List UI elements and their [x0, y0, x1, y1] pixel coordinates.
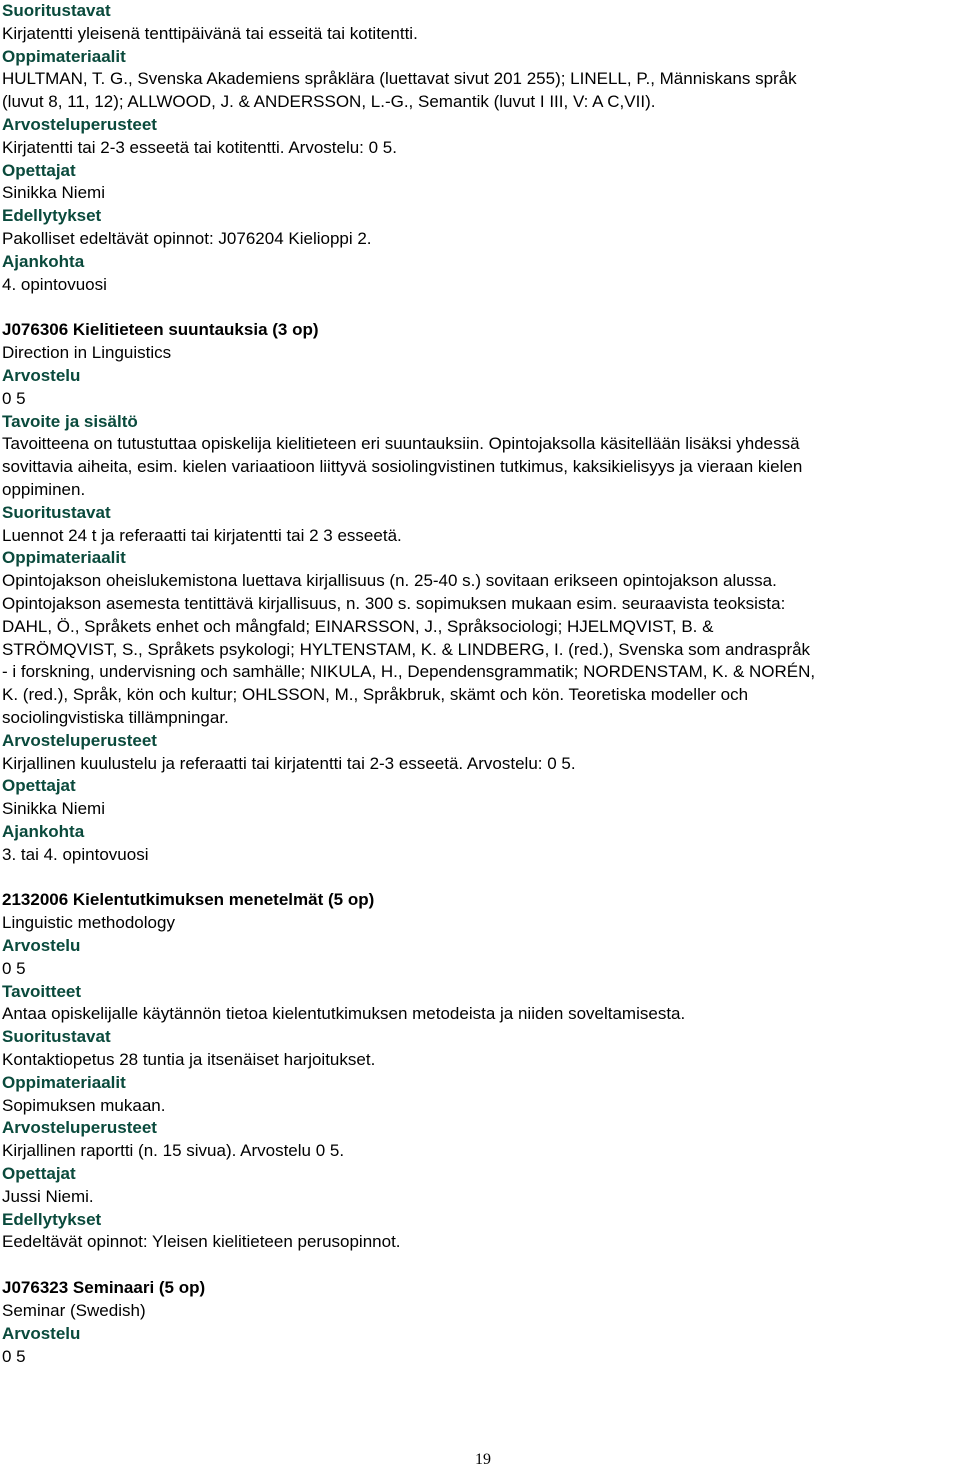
text-oppimateriaalit-line: sociolingvistiska tillämpningar. [2, 707, 229, 727]
page-number: 19 [475, 1451, 491, 1468]
text-arvosteluperusteet: Kirjallinen kuulustelu ja referaatti tai kirjatentti tai 2-3 esseetä. Arvostelu: 0 5. [2, 753, 576, 773]
heading-arvostelu: Arvostelu [2, 1323, 81, 1343]
heading-arvosteluperusteet: Arvosteluperusteet [2, 1118, 157, 1138]
text-opettajat: Sinikka Niemi [2, 183, 105, 203]
heading-suoritustavat: Suoritustavat [2, 1, 111, 20]
text-oppimateriaalit-line: Opintojakson oheislukemistona luettava kirjallisuus (n. 25-40 s.) sovitaan erikseen opintojakson alussa. [2, 571, 777, 591]
text-tavoitteet: Antaa opiskelijalle käytännön tietoa kielentutkimuksen metodeista ja niiden soveltamisesta. [2, 1004, 686, 1024]
text-opettajat: Jussi Niemi. [2, 1186, 94, 1206]
text-suoritustavat: Kirjatentti yleisenä tenttipäivänä tai esseitä tai kotitentti. [2, 23, 418, 43]
text-oppimateriaalit-line: (luvut 8, 11, 12); ALLWOOD, J. & ANDERSSON, L.-G., Semantik (luvut I III, V: A C,VII). [2, 92, 656, 112]
heading-tavoite-ja-sisalto: Tavoite ja sisältö [2, 411, 138, 431]
text-opettajat: Sinikka Niemi [2, 799, 105, 819]
text-suoritustavat: Kontaktiopetus 28 tuntia ja itsenäiset harjoitukset. [2, 1050, 376, 1070]
text-arvostelu: 0 5 [2, 958, 26, 978]
heading-edellytykset: Edellytykset [2, 206, 102, 226]
heading-arvostelu: Arvostelu [2, 365, 81, 385]
course-title: J076306 Kielitieteen suuntauksia (3 op) [2, 320, 319, 340]
text-ajankohta: 4. opintovuosi [2, 274, 107, 294]
text-tavoite-line: oppiminen. [2, 479, 86, 499]
course-title: 2132006 Kielentutkimuksen menetelmät (5 op) [2, 890, 375, 910]
text-arvostelu: 0 5 [2, 388, 26, 408]
document-body [2, 0, 956, 1368]
course-title: J076323 Seminaari (5 op) [2, 1278, 206, 1298]
text-edellytykset: Pakolliset edeltävät opinnot: J076204 Kielioppi 2. [2, 228, 372, 248]
heading-suoritustavat: Suoritustavat [2, 502, 111, 522]
text-arvostelu: 0 5 [2, 1346, 26, 1366]
text-tavoite-line: Tavoitteena on tutustuttaa opiskelija kielitieteen eri suuntauksiin. Opintojaksolla käsitellään lisäksi yhdessä [2, 434, 800, 454]
course-subtitle: Linguistic methodology [2, 913, 175, 933]
heading-arvosteluperusteet: Arvosteluperusteet [2, 114, 157, 134]
heading-opettajat: Opettajat [2, 776, 76, 796]
text-oppimateriaalit-line: Opintojakson asemesta tentittävä kirjallisuus, n. 300 s. sopimuksen mukaan esim. seuraavista teoksista: [2, 593, 786, 613]
heading-tavoitteet: Tavoitteet [2, 981, 82, 1001]
text-oppimateriaalit-line: HULTMAN, T. G., Svenska Akademiens språklära (luettavat sivut 201 255); LINELL, P., Människans språk [2, 69, 797, 89]
text-oppimateriaalit-line: STRÖMQVIST, S., Språkets psykologi; HYLTENSTAM, K. & LINDBERG, I. (red.), Svenska som andraspråk [2, 639, 811, 659]
heading-oppimateriaalit: Oppimateriaalit [2, 1072, 126, 1092]
text-arvosteluperusteet: Kirjatentti tai 2-3 esseetä tai kotitentti. Arvostelu: 0 5. [2, 137, 397, 157]
text-oppimateriaalit: Sopimuksen mukaan. [2, 1095, 166, 1115]
text-arvosteluperusteet: Kirjallinen raportti (n. 15 sivua). Arvostelu 0 5. [2, 1141, 345, 1161]
text-tavoite-line: sovittavia aiheita, esim. kielen variaatioon liittyvä sosiolingvistinen tutkimus, kaksikielisyys ja vieraan kielen [2, 457, 803, 477]
heading-oppimateriaalit: Oppimateriaalit [2, 46, 126, 66]
text-oppimateriaalit-line: DAHL, Ö., Språkets enhet och mångfald; EINARSSON, J., Språksociologi; HJELMQVIST, B. & [2, 616, 714, 636]
heading-arvostelu: Arvostelu [2, 936, 81, 956]
page-footer [0, 1450, 960, 1470]
text-ajankohta: 3. tai 4. opintovuosi [2, 844, 149, 864]
course-subtitle: Seminar (Swedish) [2, 1301, 146, 1321]
text-oppimateriaalit-line: K. (red.), Språk, kön och kultur; OHLSSON, M., Språkbruk, skämt och kön. Teoretiska modeller och [2, 685, 749, 705]
text-suoritustavat: Luennot 24 t ja referaatti tai kirjatentti tai 2 3 esseetä. [2, 525, 402, 545]
heading-ajankohta: Ajankohta [2, 251, 85, 271]
text-oppimateriaalit-line: - i forskning, undervisning och samhälle; NIKULA, H., Dependensgrammatik; NORDENSTAM, K. & NORÉN, [2, 662, 816, 682]
heading-opettajat: Opettajat [2, 160, 76, 180]
heading-arvosteluperusteet: Arvosteluperusteet [2, 730, 157, 750]
heading-opettajat: Opettajat [2, 1164, 76, 1184]
heading-oppimateriaalit: Oppimateriaalit [2, 548, 126, 568]
heading-ajankohta: Ajankohta [2, 821, 85, 841]
text-edellytykset: Eedeltävät opinnot: Yleisen kielitieteen perusopinnot. [2, 1232, 401, 1252]
course-subtitle: Direction in Linguistics [2, 343, 172, 363]
heading-edellytykset: Edellytykset [2, 1209, 102, 1229]
heading-suoritustavat: Suoritustavat [2, 1027, 111, 1047]
